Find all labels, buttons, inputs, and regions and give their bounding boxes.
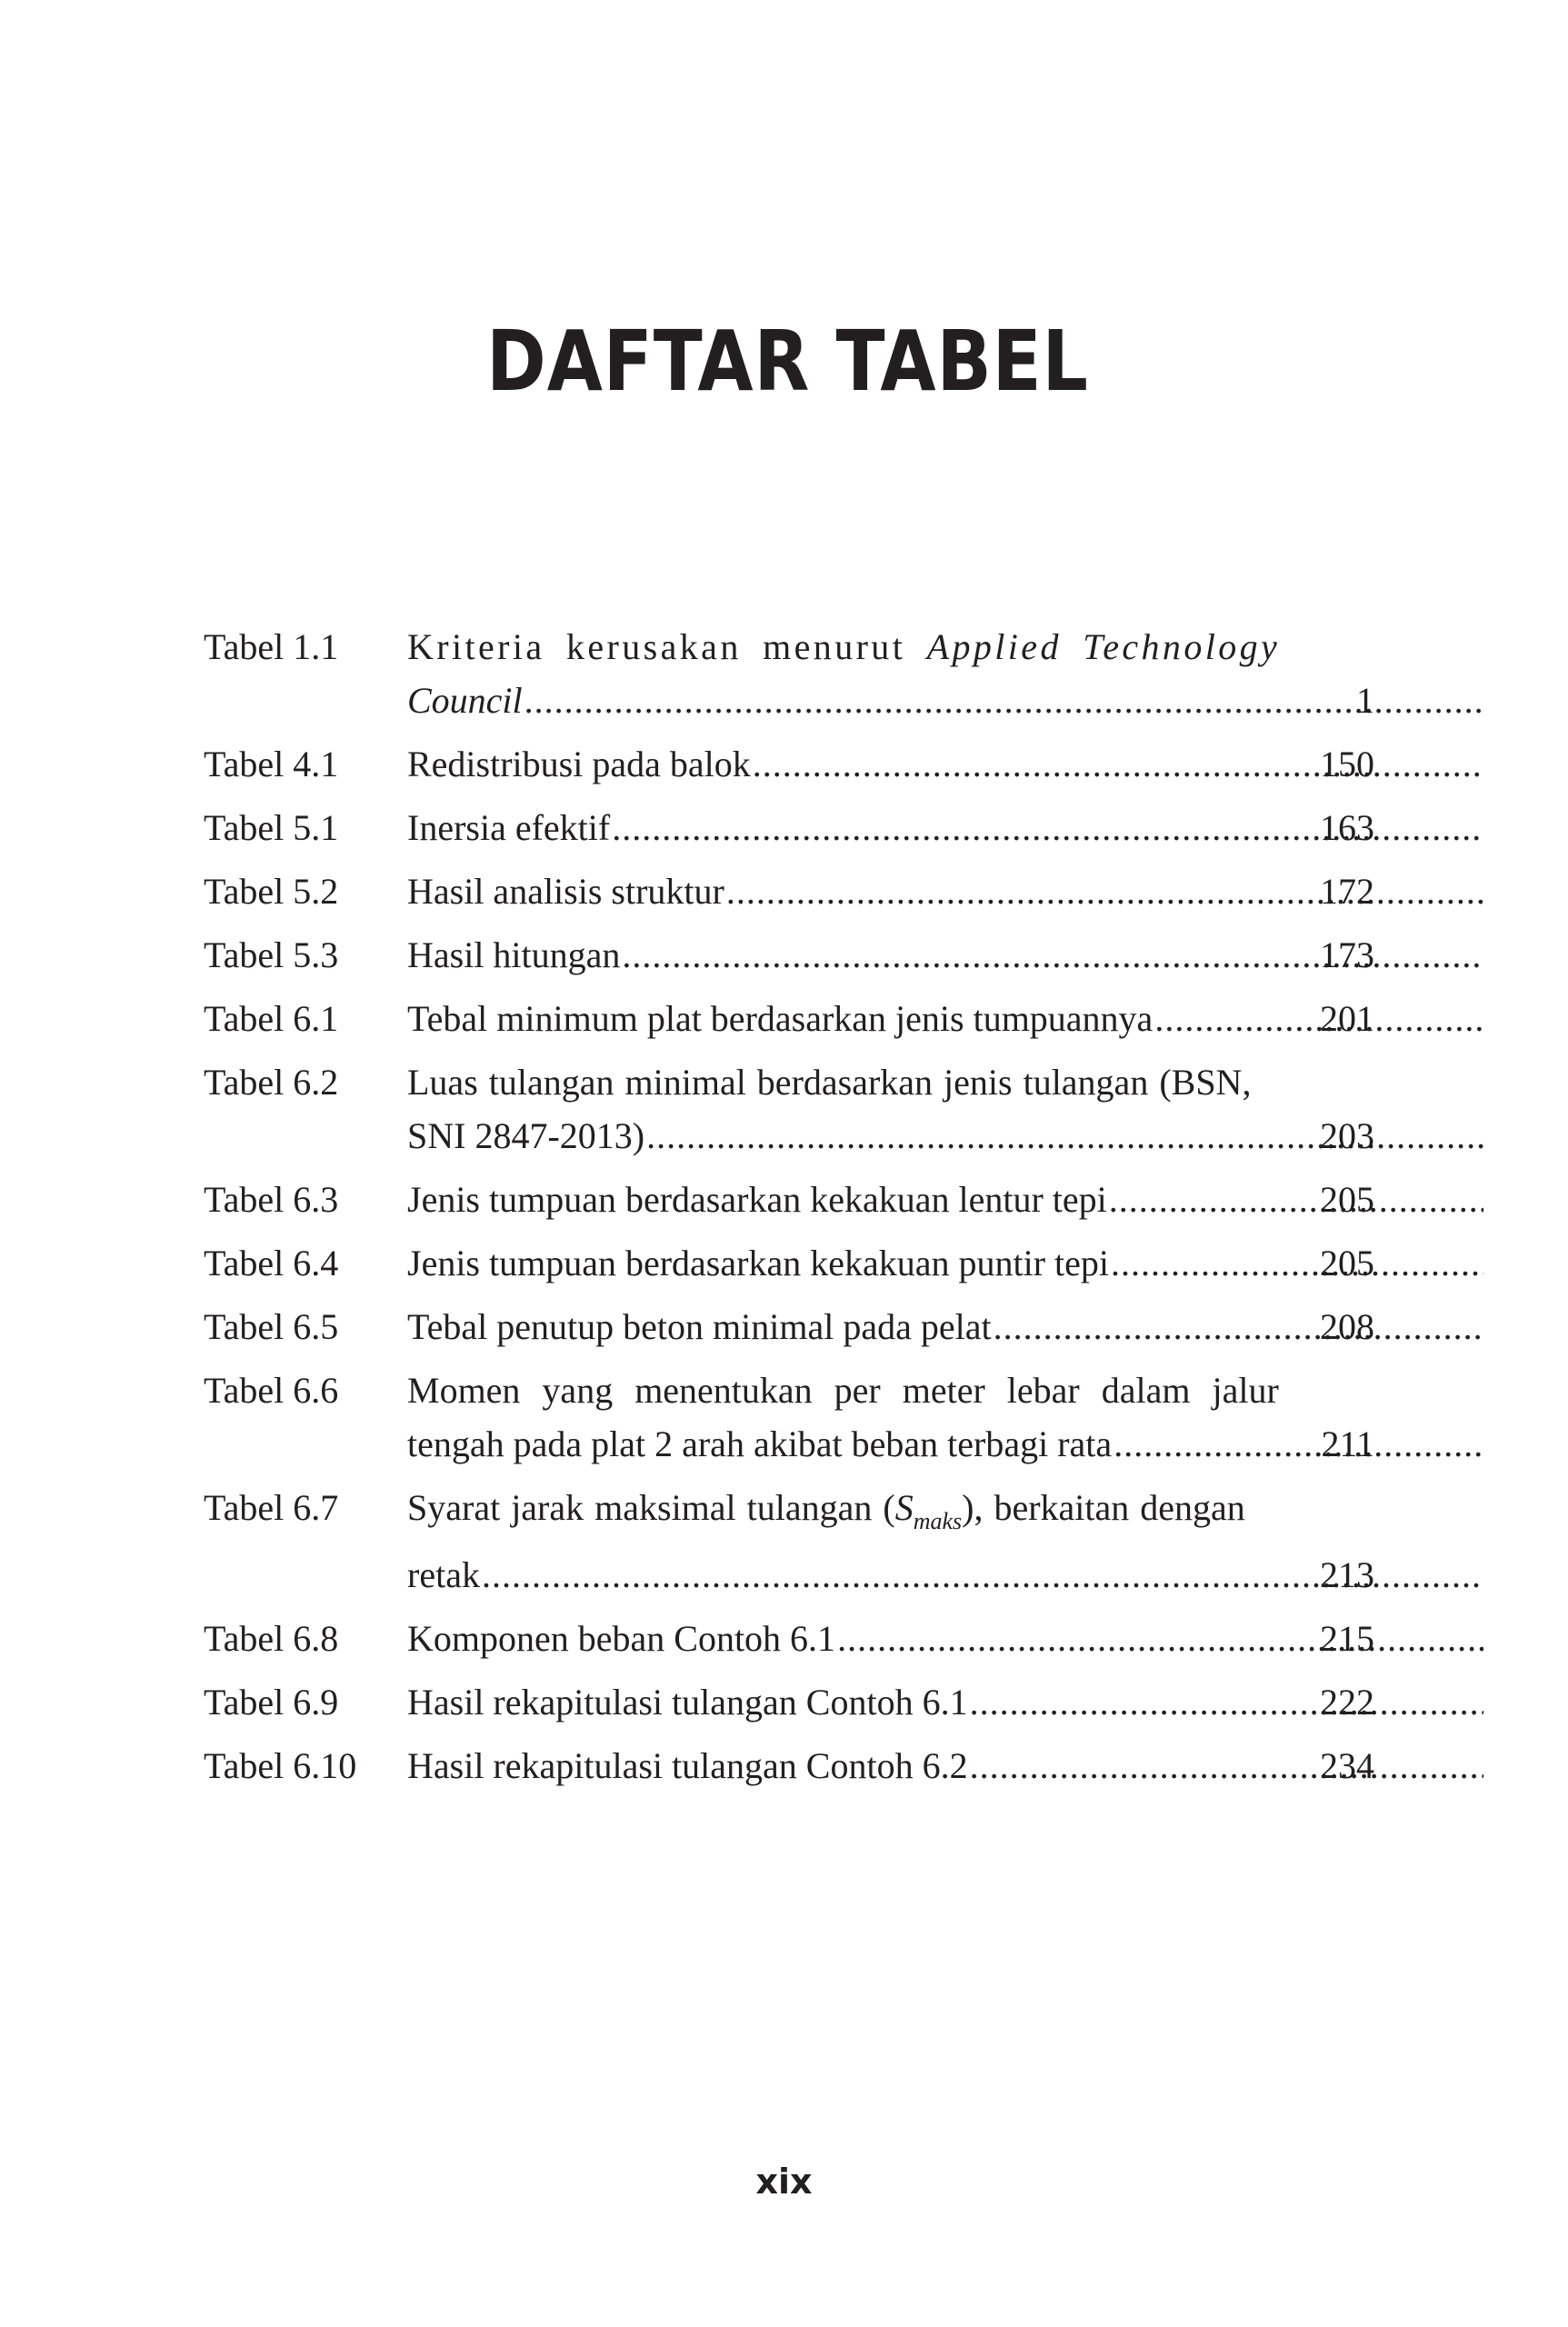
dot-leader bbox=[994, 1300, 1483, 1353]
toc-entry-page: 213 bbox=[1320, 1554, 1374, 1595]
toc-entry-page: 163 bbox=[1320, 807, 1374, 848]
toc-entry-title: Syarat jarak maksimal tulangan ( bbox=[407, 1487, 895, 1528]
toc-entry[interactable] bbox=[204, 1236, 1374, 1290]
toc-entry-page: 150 bbox=[1320, 744, 1374, 784]
toc-entry-label: Tabel 5.3 bbox=[204, 934, 339, 975]
dot-leader bbox=[1114, 1417, 1483, 1471]
toc-entry-label: Tabel 5.1 bbox=[204, 807, 339, 848]
toc-entry[interactable] bbox=[204, 1055, 1374, 1163]
toc-entry-page: 234 bbox=[1320, 1745, 1374, 1786]
symbol: S bbox=[894, 1487, 914, 1528]
toc-entry[interactable] bbox=[204, 1739, 1374, 1793]
page-number: xix bbox=[755, 2162, 813, 2202]
toc-entry[interactable] bbox=[204, 1363, 1374, 1471]
toc-entry[interactable] bbox=[204, 620, 1374, 727]
toc-entry-label: Tabel 4.1 bbox=[204, 744, 339, 784]
toc-entry-page: 173 bbox=[1320, 934, 1374, 975]
toc-entry-label: Tabel 6.3 bbox=[204, 1179, 339, 1220]
dot-leader bbox=[1111, 1236, 1483, 1290]
toc-entry-label: Tabel 6.6 bbox=[204, 1370, 339, 1411]
toc-entry[interactable] bbox=[204, 1300, 1374, 1353]
toc-entry-label: Tabel 6.9 bbox=[204, 1682, 339, 1723]
dot-leader bbox=[970, 1739, 1483, 1793]
table-of-tables bbox=[204, 620, 1374, 1803]
toc-entry[interactable] bbox=[204, 1612, 1374, 1665]
toc-entry[interactable] bbox=[204, 992, 1374, 1045]
toc-entry-title: Hasil analisis struktur bbox=[407, 871, 724, 912]
toc-entry-title: Jenis tumpuan berdasarkan kekakuan puntir tepi bbox=[407, 1243, 1109, 1283]
toc-entry-page: 201 bbox=[1320, 998, 1374, 1039]
toc-entry[interactable] bbox=[204, 1173, 1374, 1226]
toc-entry-label: Tabel 6.4 bbox=[204, 1243, 339, 1283]
toc-entry-title-italic: Applied Technology bbox=[926, 626, 1281, 667]
toc-entry-label: Tabel 6.7 bbox=[204, 1487, 339, 1528]
toc-entry-label: Tabel 6.8 bbox=[204, 1618, 339, 1659]
toc-entry-title: Komponen beban Contoh 6.1 bbox=[407, 1618, 836, 1659]
toc-entry-title: Inersia efektif bbox=[407, 807, 611, 848]
toc-entry-title: Redistribusi pada balok bbox=[407, 744, 751, 784]
toc-entry-title: retak bbox=[407, 1554, 480, 1595]
page-title: DAFTAR TABEL bbox=[486, 313, 1089, 410]
toc-entry-title: Hasil rekapitulasi tulangan Contoh 6.2 bbox=[407, 1745, 968, 1786]
toc-entry-title: Hasil hitungan bbox=[407, 934, 621, 975]
toc-entry-label: Tabel 6.2 bbox=[204, 1062, 339, 1103]
toc-entry-title: Momen yang menentukan per meter lebar dalam jalur bbox=[407, 1370, 1279, 1411]
toc-entry-page: 222 bbox=[1320, 1682, 1374, 1723]
toc-entry-label: Tabel 5.2 bbox=[204, 871, 339, 912]
subscript: maks bbox=[913, 1508, 963, 1534]
toc-entry[interactable] bbox=[204, 801, 1374, 854]
toc-entry[interactable] bbox=[204, 737, 1374, 791]
toc-entry-title: Tebal penutup beton minimal pada pelat bbox=[407, 1306, 992, 1347]
toc-entry-page: 208 bbox=[1320, 1306, 1374, 1347]
toc-entry-page: 205 bbox=[1320, 1179, 1374, 1220]
dot-leader bbox=[524, 674, 1483, 727]
toc-entry-page: 172 bbox=[1320, 871, 1374, 912]
toc-entry[interactable] bbox=[204, 1481, 1374, 1602]
dot-leader bbox=[1109, 1173, 1483, 1226]
toc-entry-title: Kriteria kerusakan menurut bbox=[407, 626, 927, 667]
toc-entry-label: Tabel 6.1 bbox=[204, 998, 339, 1039]
dot-leader bbox=[837, 1612, 1483, 1665]
toc-entry-page: 205 bbox=[1320, 1243, 1374, 1283]
toc-entry-title: Tebal minimum plat berdasarkan jenis tumpuannya bbox=[407, 998, 1154, 1039]
toc-entry-page: 203 bbox=[1320, 1115, 1374, 1156]
toc-entry-label: Tabel 6.10 bbox=[204, 1745, 357, 1786]
toc-entry[interactable] bbox=[204, 1675, 1374, 1729]
toc-entry-label: Tabel 6.5 bbox=[204, 1306, 339, 1347]
dot-leader bbox=[970, 1675, 1483, 1729]
toc-entry-label: Tabel 1.1 bbox=[204, 626, 339, 667]
toc-entry-title: Luas tulangan minimal berdasarkan jenis tulangan (BSN, bbox=[407, 1062, 1252, 1103]
toc-entry-title: tengah pada plat 2 arah akibat beban terbagi rata bbox=[407, 1423, 1113, 1464]
toc-entry-page: 1 bbox=[1356, 680, 1374, 721]
toc-entry-page: 211 bbox=[1321, 1423, 1374, 1464]
toc-entry-title: Council bbox=[407, 680, 523, 721]
toc-entry-title: ), berkaitan dengan bbox=[962, 1487, 1245, 1528]
toc-entry-title: Hasil rekapitulasi tulangan Contoh 6.1 bbox=[407, 1682, 968, 1723]
toc-entry-title: Jenis tumpuan berdasarkan kekakuan lentur tepi bbox=[407, 1179, 1107, 1220]
toc-entry-title: SNI 2847-2013) bbox=[407, 1115, 645, 1156]
toc-entry[interactable] bbox=[204, 928, 1374, 982]
toc-entry-page: 215 bbox=[1320, 1618, 1374, 1659]
toc-entry[interactable] bbox=[204, 864, 1374, 918]
